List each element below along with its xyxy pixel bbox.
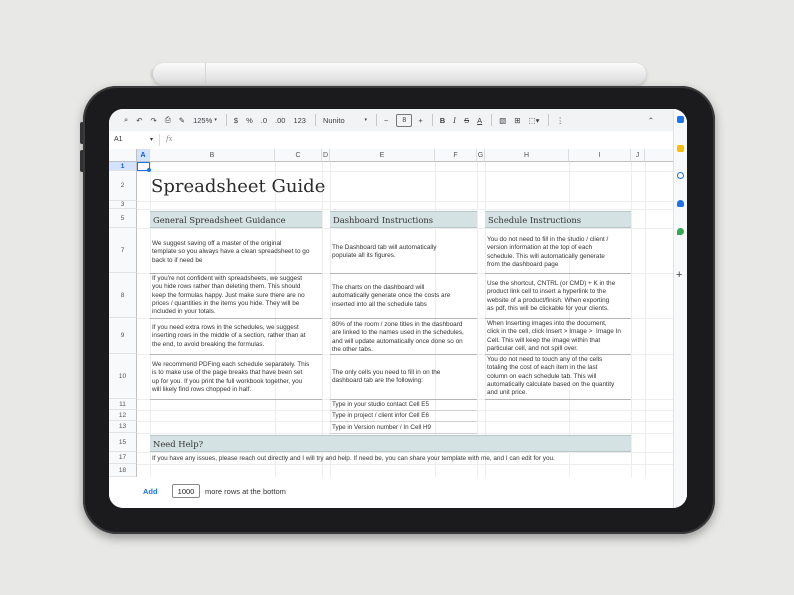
maps-icon[interactable] — [677, 228, 684, 235]
column-header-g[interactable]: G — [477, 149, 485, 162]
column-header-f[interactable]: F — [435, 149, 477, 162]
sheet-title: Spreadsheet Guide — [151, 176, 326, 197]
contacts-icon[interactable] — [677, 200, 684, 207]
pencil-band — [205, 63, 206, 85]
font-select[interactable]: Nunito ▾ — [322, 115, 367, 125]
column-header-j[interactable]: J — [631, 149, 645, 162]
formula-bar — [109, 131, 687, 150]
schedule-tip-2: Use the shortcut, CNTRL (or CMD) + K in the product link cell to insert a hyperlink to the website of a product/finish. When exporting as pdf, this will be clickable for your clients. — [487, 280, 616, 312]
keep-icon[interactable] — [677, 145, 684, 152]
row-header-9[interactable]: 9 — [109, 318, 137, 354]
add-rows-button[interactable]: Add — [143, 487, 158, 496]
column-header-e[interactable]: E — [330, 149, 435, 162]
dashboard-cell-version-number: Type in Version number / In Cell H9 — [332, 424, 432, 431]
zoom-select[interactable]: 125% ▾ — [193, 115, 217, 125]
row-header-3[interactable]: 3 — [109, 201, 137, 209]
dashboard-tip-2: The charts on the dashboard will automatically generate once the costs are inserted into all the schedule tabs — [332, 284, 451, 308]
tablet-screen — [109, 109, 687, 508]
section-schedule-instructions: Schedule Instructions — [485, 211, 631, 228]
function-icon: fx — [166, 135, 173, 143]
chevron-down-icon: ▾ — [364, 117, 367, 123]
increase-font-size-button[interactable]: + — [418, 115, 423, 125]
text-color-button[interactable]: A — [477, 115, 483, 125]
dashboard-tip-1: The Dashboard tab will automatically populate all its figures. — [332, 244, 437, 260]
row-header-5[interactable]: 5 — [109, 209, 137, 228]
row-header-10[interactable]: 10 — [109, 354, 137, 399]
apple-pencil — [153, 63, 646, 85]
add-addon-icon[interactable]: + — [676, 269, 683, 281]
decrease-font-size-button[interactable]: − — [383, 115, 389, 125]
schedule-tip-4: You do not need to touch any of the cells totaling the cost of each item in the last column on each schedule tab. This will automatically calculate based on the quantity and unit price. — [487, 356, 615, 397]
fill-handle[interactable] — [147, 168, 151, 172]
decrease-decimal-button[interactable]: .0 — [260, 115, 267, 125]
more-options-icon[interactable]: ⋮ — [556, 115, 564, 125]
bold-button[interactable]: B — [439, 115, 446, 125]
currency-format-button[interactable]: $ — [233, 115, 239, 125]
row-header-17[interactable]: 17 — [109, 452, 137, 464]
general-tip-1: We suggest saving off a master of the original template so you always have a clean spreadsheet to go back to if need be — [152, 240, 310, 264]
schedule-tip-1: You do not need to fill in the studio / client / version information at the top of each schedule. This will automatically generate from the dashboard page — [487, 236, 609, 268]
row-header-11[interactable]: 11 — [109, 399, 137, 410]
paint-format-icon[interactable]: ✎ — [178, 115, 186, 125]
schedule-tip-3: When Inserting images into the document, click in the cell, click Insert > Image > Image In Cell. This will keep the image within that particular cell, and not spill over. — [487, 320, 621, 352]
dashboard-tip-4: The only cells you need to fill in on the dashboard tab are the following: — [332, 369, 441, 385]
rows-count-input[interactable]: 1000 — [172, 484, 200, 498]
help-text: If you have any issues, please reach out directly and I will try and help. If need be, you can share your template with me, and I can edit for you. — [152, 455, 555, 462]
dashboard-cell-project-client: Type in project / client infor Cell E6 — [332, 412, 429, 419]
general-tip-2: If you're not confident with spreadsheets, we suggest you hide rows rather than deleting them. This should keep the formulas happy. Just make sure there are no prices / quantities in the items you hide. They will be included in your totals. — [152, 275, 305, 316]
column-header-blank — [645, 149, 673, 162]
column-header-d[interactable]: D — [322, 149, 330, 162]
borders-icon[interactable]: ⊞ — [514, 115, 521, 125]
select-all-corner[interactable] — [109, 149, 137, 162]
general-tip-4: We recommend PDFing each schedule separately. This is to make use of the page breaks that have been set up for you. If you print the full workbook together, you will likely find rows chopped in half. — [152, 361, 310, 393]
italic-button[interactable]: I — [453, 115, 457, 125]
sheet-grid[interactable] — [137, 162, 687, 477]
more-rows-label: more rows at the bottom — [205, 487, 286, 496]
increase-decimal-button[interactable]: .00 — [275, 115, 286, 125]
dashboard-tip-3: 80% of the room / zone titles in the dashboard are linked to the names used in the schedules, and will update automatically once done so on the other tabs. — [332, 321, 464, 353]
number-format-button[interactable]: 123 — [293, 115, 306, 125]
tasks-icon[interactable] — [677, 172, 684, 179]
column-header-b[interactable]: B — [150, 149, 275, 162]
row-header-15[interactable]: 15 — [109, 433, 137, 452]
row-header-1[interactable]: 1 — [109, 162, 137, 171]
percent-format-button[interactable]: % — [246, 115, 253, 125]
redo-icon[interactable]: ↷ — [150, 115, 157, 125]
general-tip-3: If you need extra rows in the schedules, we suggest inserting rows in the middle of a section, rather than at the end, to avoid breaking the formulas. — [152, 324, 306, 348]
merge-cells-icon[interactable]: ⬚▾ — [528, 115, 540, 125]
row-header-8[interactable]: 8 — [109, 273, 137, 318]
row-header-2[interactable]: 2 — [109, 171, 137, 201]
undo-icon[interactable]: ↶ — [136, 115, 143, 125]
column-header-i[interactable]: I — [569, 149, 631, 162]
name-box[interactable]: A1 — [114, 136, 123, 143]
section-dashboard-instructions: Dashboard Instructions — [330, 211, 477, 228]
row-header-7[interactable]: 7 — [109, 228, 137, 273]
column-header-c[interactable]: C — [275, 149, 322, 162]
section-need-help: Need Help? — [150, 435, 631, 452]
print-icon[interactable]: ⎙ — [164, 115, 171, 124]
fill-color-icon[interactable]: ▧ — [499, 115, 507, 125]
collapse-toolbar-icon[interactable]: ⌃ — [647, 115, 654, 125]
side-panel — [673, 109, 687, 508]
section-general-guidance: General Spreadsheet Guidance — [150, 211, 322, 228]
chevron-down-icon: ▾ — [214, 117, 217, 123]
chevron-down-icon[interactable]: ▾ — [150, 137, 154, 143]
column-header-h[interactable]: H — [485, 149, 569, 162]
add-rows-bar — [109, 477, 687, 508]
dashboard-cell-studio-contact: Type in your studio contact Cell E5 — [332, 401, 429, 408]
column-header-a[interactable]: A — [137, 149, 150, 162]
strikethrough-button[interactable]: S — [464, 115, 470, 125]
row-header-12[interactable]: 12 — [109, 410, 137, 421]
calendar-icon[interactable] — [677, 116, 684, 123]
row-header-13[interactable]: 13 — [109, 421, 137, 433]
search-icon[interactable]: ⌕ — [124, 115, 129, 124]
toolbar — [109, 109, 687, 131]
font-size-input[interactable]: 8 — [396, 114, 412, 127]
row-header-18[interactable]: 18 — [109, 464, 137, 477]
